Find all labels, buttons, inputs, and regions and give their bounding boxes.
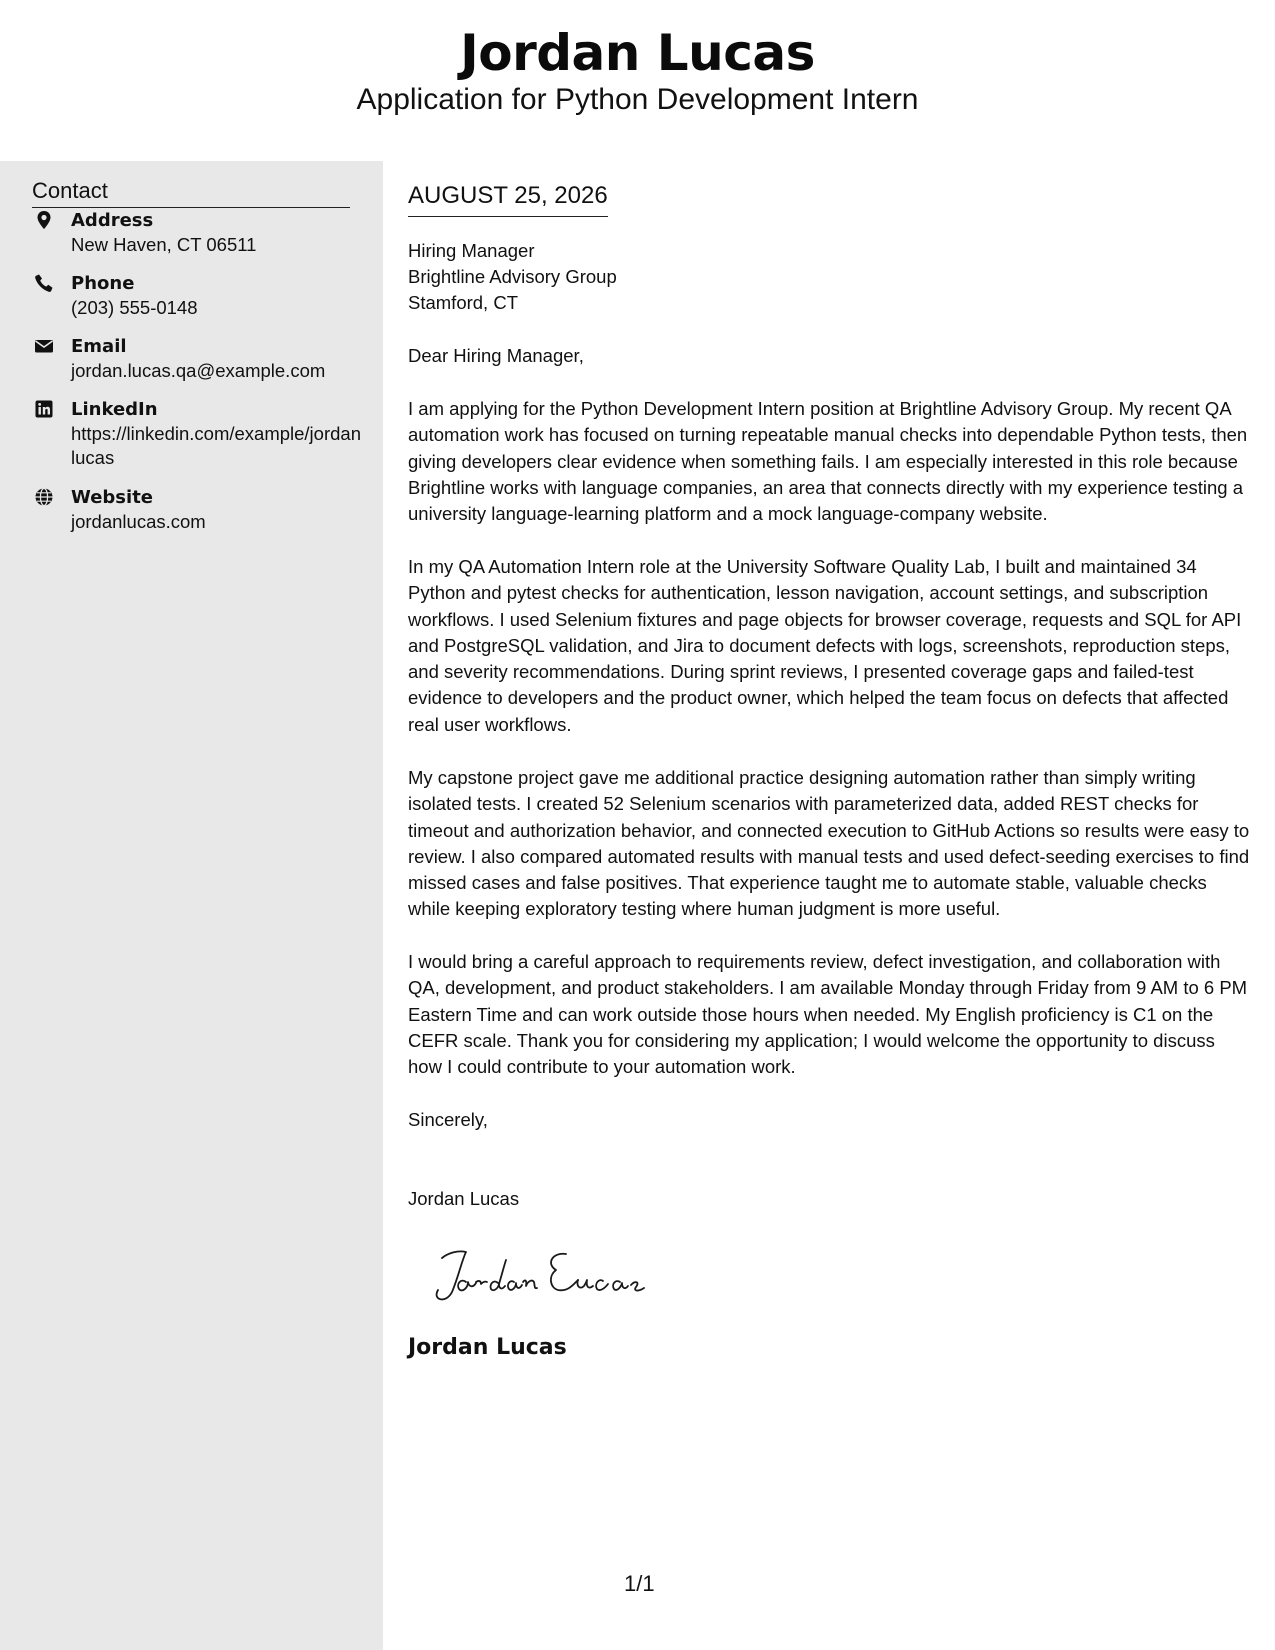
contact-value: (203) 555-0148	[71, 297, 198, 318]
closing-name: Jordan Lucas	[408, 1188, 520, 1209]
contact-label: Website	[71, 487, 154, 508]
application-subtitle: Application for Python Development Intern	[356, 83, 919, 116]
contact-heading: Contact	[32, 176, 350, 208]
contact-label: Phone	[71, 273, 135, 294]
contact-label: Address	[71, 210, 154, 231]
applicant-name: Jordan Lucas	[460, 24, 815, 82]
salutation: Dear Hiring Manager,	[408, 345, 584, 366]
contact-value: jordanlucas.com	[71, 511, 206, 532]
recipient-company: Brightline Advisory Group	[408, 266, 617, 287]
contact-value: https://linkedin.com/example/jordanlucas	[71, 423, 361, 468]
letter-paragraph: I would bring a careful approach to requirements review, defect investigation, and collaboration with QA, development, and product stakeholders. I am available Monday through Friday from 9 AM to 6 PM Eastern Time and can work outside those hours when needed. My English proficiency is C1 on the CEFR scale. Thank you for considering my application; I would welcome the opportunity to discuss how I could contribute to your automation work.	[408, 951, 1248, 1078]
recipient-line: Hiring Manager	[408, 240, 535, 261]
letter-paragraph: In my QA Automation Intern role at the University Software Quality Lab, I built and maintained 34 Python and pytest checks for authentication, lesson navigation, account settings, and subscription workflows. I used Selenium fixtures and page objects for browser coverage, requests and SQL for API and PostgreSQL validation, and Jira to document defects with logs, screenshots, reproduction steps, and severity recommendations. During sprint reviews, I presented coverage gaps and failed-test evidence to developers and the product owner, which helped the team focus on defects that affected real user workflows.	[408, 556, 1242, 735]
recipient-location: Stamford, CT	[408, 292, 518, 313]
envelope-icon	[34, 336, 54, 356]
contact-label: LinkedIn	[71, 399, 158, 420]
handwritten-signature	[428, 1244, 668, 1306]
signed-name: Jordan Lucas	[408, 1335, 567, 1360]
letter-date: AUGUST 25, 2026	[408, 180, 608, 217]
page-header	[0, 0, 1275, 160]
map-pin-icon	[34, 210, 54, 230]
linkedin-icon	[34, 399, 54, 419]
contact-sidebar	[0, 161, 383, 1650]
letter-paragraph: I am applying for the Python Development Intern position at Brightline Advisory Group. My recent QA automation work has focused on turning repeatable manual checks into dependable Python tests, then giving developers clear evidence when something fails. I am especially interested in this role because Brightline works with language companies, an area that connects directly with my experience testing a university language-learning platform and a mock language-company website.	[408, 398, 1248, 525]
contact-value: New Haven, CT 06511	[71, 234, 257, 255]
page-number: 1/1	[624, 1571, 655, 1596]
closing: Sincerely,	[408, 1109, 488, 1130]
contact-value: jordan.lucas.qa@example.com	[71, 360, 326, 381]
letter-paragraph: My capstone project gave me additional practice designing automation rather than simply writing isolated tests. I created 52 Selenium scenarios with parameterized data, added REST checks for timeout and authorization behavior, and connected execution to GitHub Actions so results were easy to review. I also compared automated results with manual tests and used defect-seeding exercises to find missed cases and false positives. That experience taught me to automate stable, valuable checks while keeping exploratory testing where human judgment is more useful.	[408, 767, 1250, 920]
globe-icon	[34, 487, 54, 507]
contact-label: Email	[71, 336, 127, 357]
phone-icon	[34, 273, 54, 293]
